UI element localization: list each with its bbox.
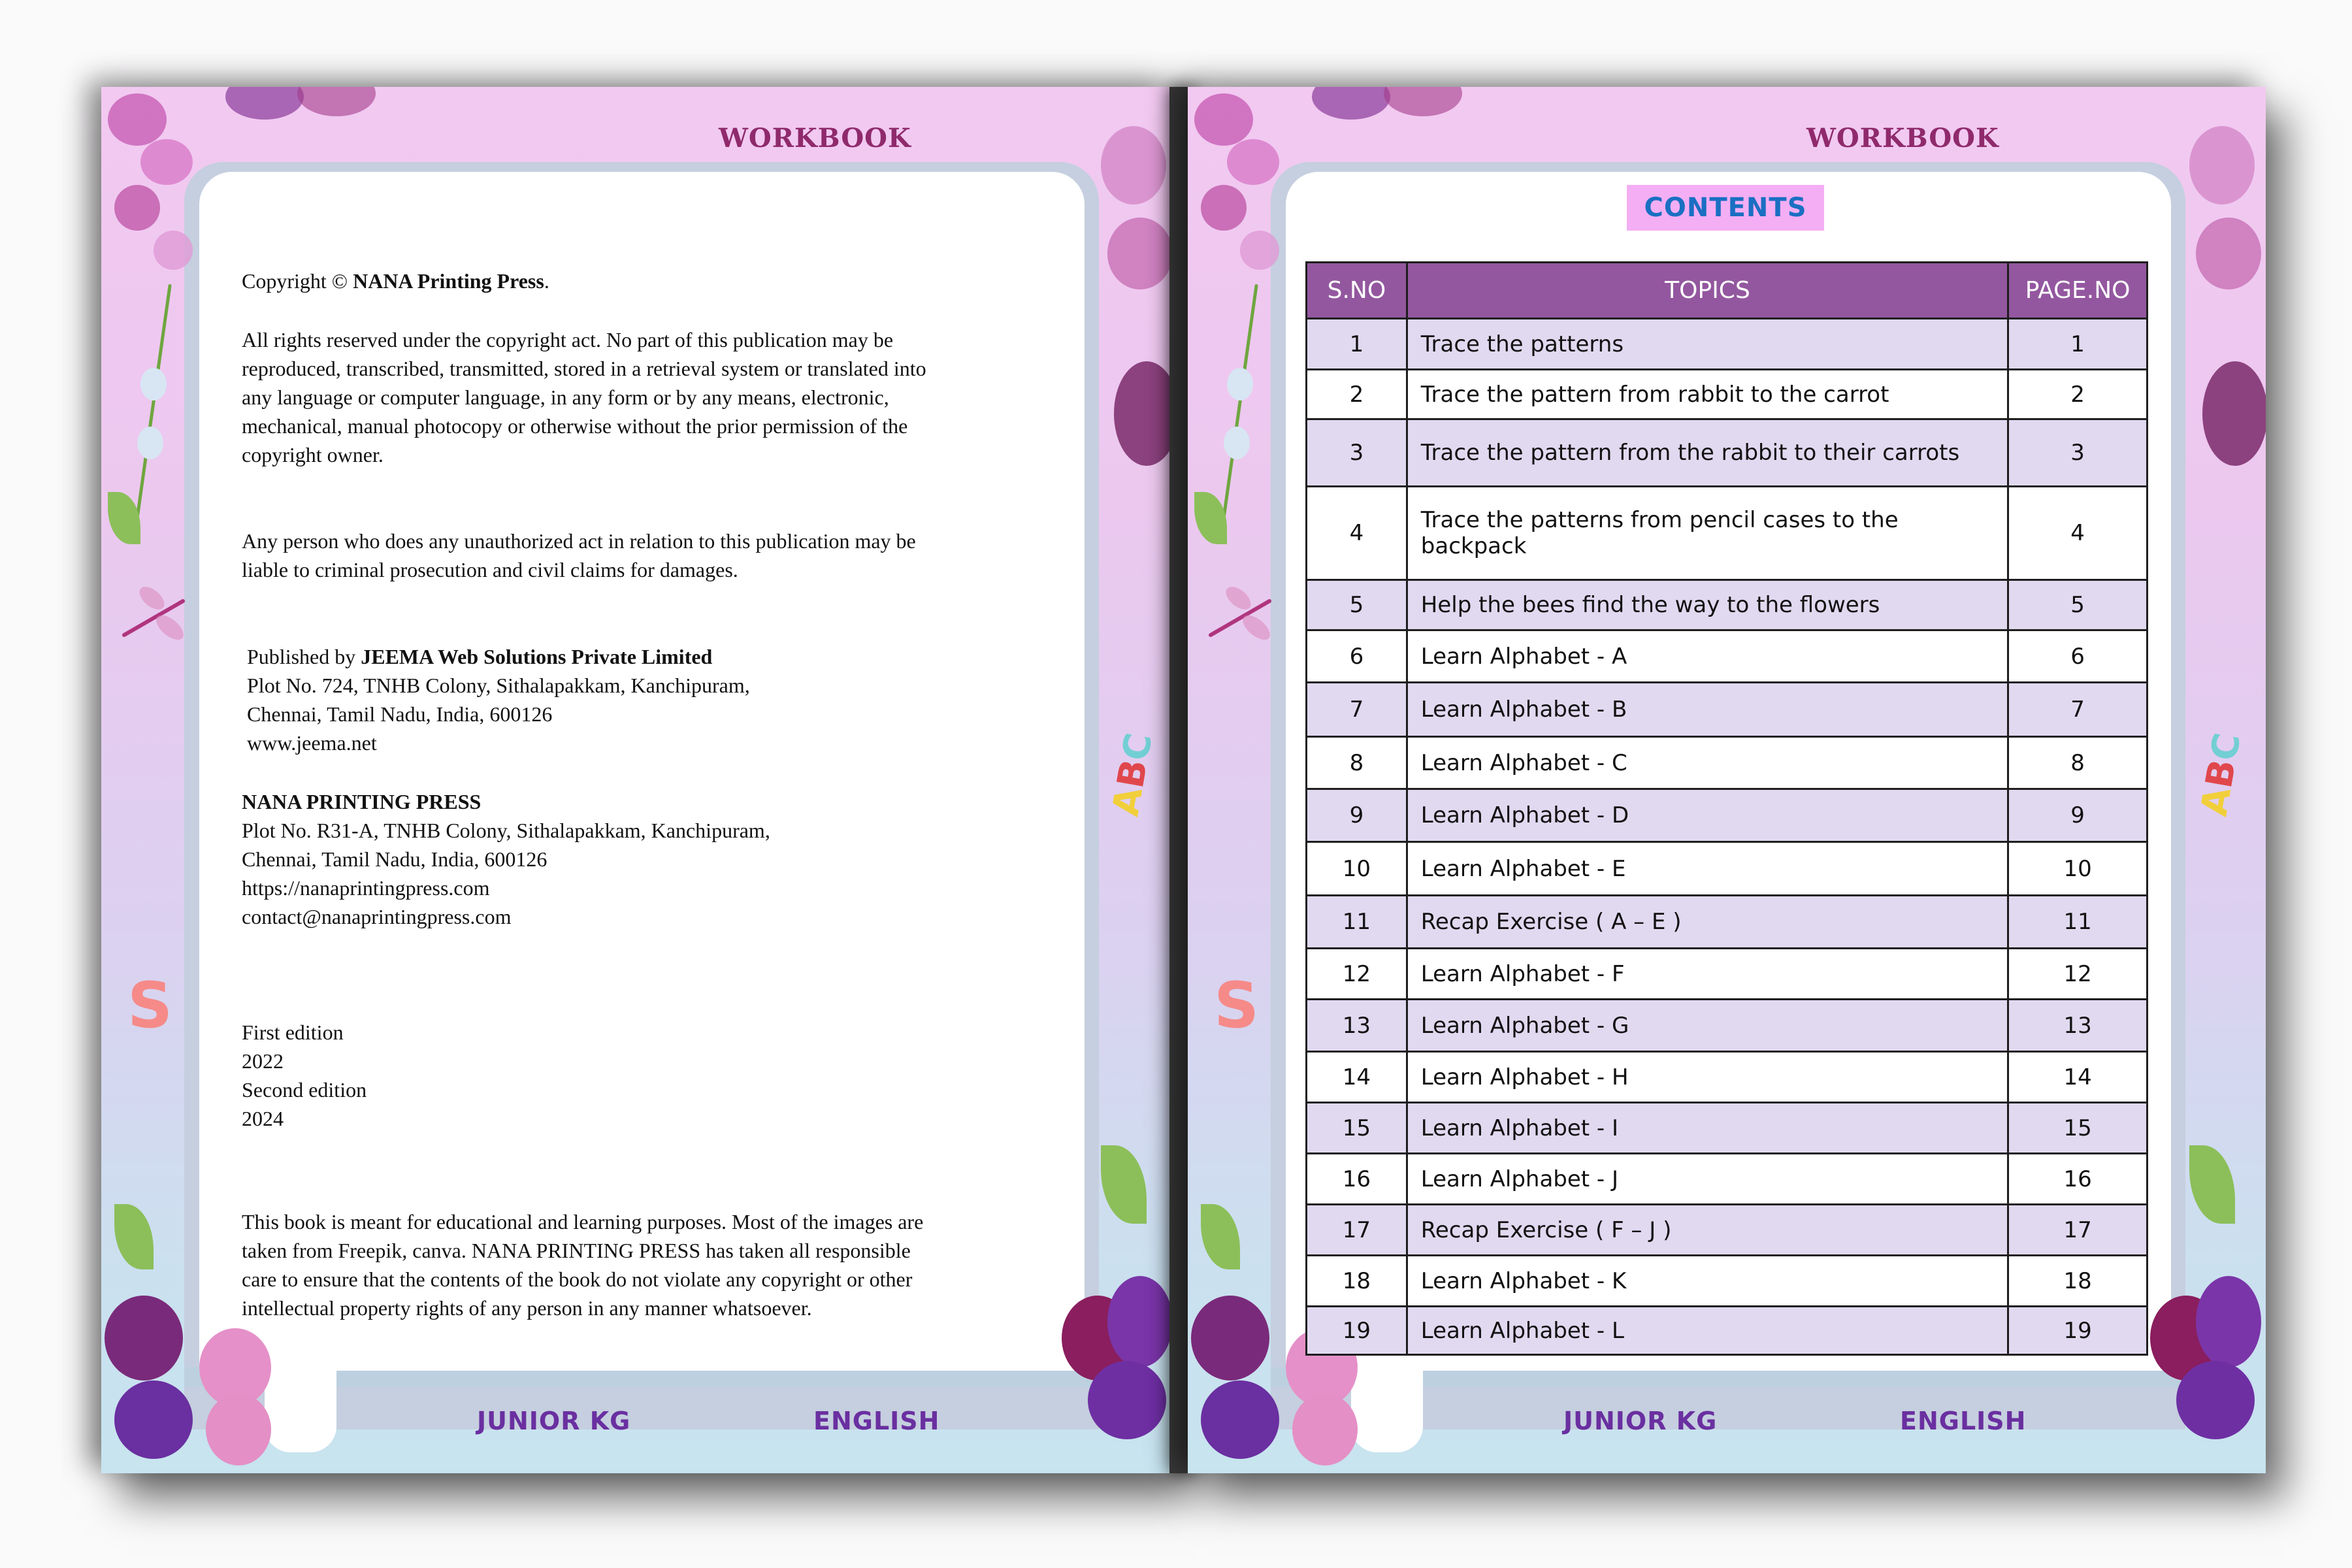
table-row (1307, 737, 2148, 789)
cell-sno: 6 (1307, 630, 1407, 683)
cell-page: 10 (2008, 842, 2148, 896)
floral-bottom-right-icon (1062, 1145, 1177, 1472)
floral-top-right-icon (2183, 87, 2266, 492)
footer-grade: JUNIOR KG (477, 1407, 631, 1435)
cell-sno: 3 (1307, 419, 1407, 487)
cell-topic: Learn Alphabet - G (1407, 1000, 2008, 1052)
cell-topic: Learn Alphabet - C (1407, 737, 2008, 789)
cell-topic: Learn Alphabet - A (1407, 630, 2008, 683)
cell-page: 8 (2008, 737, 2148, 789)
cell-sno: 5 (1307, 580, 1407, 630)
printer-website-link[interactable]: https://nanaprintingpress.com (242, 876, 490, 900)
publisher-website-link[interactable]: www.jeema.net (247, 731, 377, 755)
table-row (1307, 1154, 2148, 1205)
cell-page: 13 (2008, 1000, 2148, 1052)
cell-sno: 15 (1307, 1103, 1407, 1154)
table-row (1307, 630, 2148, 683)
edition-label: First edition (242, 1021, 344, 1044)
bellflower-icon (140, 368, 167, 400)
cell-sno: 11 (1307, 896, 1407, 949)
contents-table (1305, 261, 2148, 1356)
bellflower-icon (1227, 368, 1253, 400)
table-row (1307, 487, 2148, 580)
cell-topic: Trace the patterns from pencil cases to the backpack (1407, 487, 2008, 580)
cell-page: 3 (2008, 419, 2148, 487)
text-line: liable to criminal prosecution and civil claims for damages. (242, 558, 738, 581)
cell-page: 9 (2008, 789, 2148, 842)
cell-topic: Learn Alphabet - F (1407, 949, 2008, 1000)
cell-page: 7 (2008, 683, 2148, 737)
table-row (1307, 949, 2148, 1000)
cell-page: 4 (2008, 487, 2148, 580)
cell-page: 1 (2008, 319, 2148, 370)
cell-sno: 7 (1307, 683, 1407, 737)
table-row (1307, 419, 2148, 487)
cell-topic: Learn Alphabet - H (1407, 1052, 2008, 1103)
letter-a: A (2193, 783, 2240, 819)
text-line: care to ensure that the contents of the book do not violate any copyright or other (242, 1267, 913, 1291)
cell-page: 12 (2008, 949, 2148, 1000)
cell-sno: 9 (1307, 789, 1407, 842)
letter-c: C (2202, 730, 2249, 764)
table-row (1307, 683, 2148, 737)
leaf-icon (108, 492, 140, 544)
copyright-suffix: . (544, 269, 549, 293)
column-header-page: PAGE.NO (2008, 263, 2148, 319)
cell-page: 19 (2008, 1307, 2148, 1355)
stem-icon (1218, 284, 1258, 544)
table-row (1307, 1052, 2148, 1103)
text-line: reproduced, transcribed, transmitted, stored in a retrieval system or translated into (242, 357, 926, 380)
printer-name: NANA PRINTING PRESS (242, 790, 482, 813)
cell-page: 18 (2008, 1256, 2148, 1307)
publisher-address: Plot No. 724, TNHB Colony, Sithalapakkam, Kanchipuram, (247, 674, 750, 697)
bellflower-icon (137, 427, 163, 459)
cell-topic: Recap Exercise ( F – J ) (1407, 1205, 2008, 1256)
cell-page: 14 (2008, 1052, 2148, 1103)
publisher-prefix: Published by (247, 645, 361, 668)
floral-top-center-icon (225, 87, 382, 126)
cell-page: 5 (2008, 580, 2148, 630)
cell-sno: 8 (1307, 737, 1407, 789)
text-line: copyright owner. (242, 443, 384, 466)
printer-email-link[interactable]: contact@nanaprintingpress.com (242, 905, 512, 928)
footer-grade: JUNIOR KG (1563, 1407, 1718, 1435)
table-row (1307, 1103, 2148, 1154)
cell-topic: Learn Alphabet - D (1407, 789, 2008, 842)
contents-title: CONTENTS (1627, 185, 1824, 231)
copyright-line (242, 267, 1058, 295)
table-row (1307, 580, 2148, 630)
table-header-row (1307, 263, 2148, 319)
copyright-prefix: Copyright © (242, 269, 353, 293)
cell-topic: Recap Exercise ( A – E ) (1407, 896, 2008, 949)
table-row (1307, 1205, 2148, 1256)
floral-top-left-icon (1188, 87, 1305, 309)
cell-topic: Learn Alphabet - I (1407, 1103, 2008, 1154)
bellflower-icon (1224, 427, 1250, 459)
text-line: taken from Freepik, canva. NANA PRINTING PRESS has taken all responsible (242, 1239, 911, 1262)
letter-a: A (1104, 783, 1152, 819)
text-line: Any person who does any unauthorized act in relation to this publication may be (242, 529, 916, 553)
table-row (1307, 789, 2148, 842)
printer-address: Chennai, Tamil Nadu, India, 600126 (242, 847, 547, 871)
cell-sno: 18 (1307, 1256, 1407, 1307)
disclaimer-paragraph (242, 1207, 1058, 1322)
letter-c: C (1114, 730, 1161, 764)
text-line: any language or computer language, in any form or by any means, electronic, (242, 385, 889, 409)
cell-topic: Trace the patterns (1407, 319, 2008, 370)
cell-page: 6 (2008, 630, 2148, 683)
cell-sno: 4 (1307, 487, 1407, 580)
cell-sno: 19 (1307, 1307, 1407, 1355)
cell-sno: 12 (1307, 949, 1407, 1000)
publisher-address: Chennai, Tamil Nadu, India, 600126 (247, 702, 553, 726)
table-row (1307, 1000, 2148, 1052)
s-letter-icon: S (127, 969, 173, 1042)
cell-topic: Learn Alphabet - K (1407, 1256, 2008, 1307)
edition-label: Second edition (242, 1078, 367, 1102)
cell-topic: Learn Alphabet - B (1407, 683, 2008, 737)
publisher-block (247, 642, 1064, 757)
cell-page: 2 (2008, 370, 2148, 419)
cell-sno: 16 (1307, 1154, 1407, 1205)
text-line: All rights reserved under the copyright act. No part of this publication may be (242, 328, 894, 351)
page-header: WORKBOOK (1806, 123, 1999, 154)
text-line: mechanical, manual photocopy or otherwise without the prior permission of the (242, 414, 908, 438)
dragonfly-icon (1204, 583, 1276, 649)
column-header-sno: S.NO (1307, 263, 1407, 319)
table-row (1307, 1307, 2148, 1355)
cell-topic: Trace the pattern from the rabbit to their carrots (1407, 419, 2008, 487)
cell-sno: 17 (1307, 1205, 1407, 1256)
table-body (1307, 319, 2148, 1355)
floral-top-left-icon (101, 87, 219, 309)
cell-sno: 2 (1307, 370, 1407, 419)
cell-topic: Trace the pattern from rabbit to the carrot (1407, 370, 2008, 419)
cell-topic: Learn Alphabet - L (1407, 1307, 2008, 1355)
cell-topic: Learn Alphabet - E (1407, 842, 2008, 896)
table-row (1307, 842, 2148, 896)
column-header-topics: TOPICS (1407, 263, 2008, 319)
printer-block (242, 787, 1058, 931)
floral-top-right-icon (1094, 87, 1177, 492)
table-row (1307, 1256, 2148, 1307)
text-line: intellectual property rights of any person in any manner whatsoever. (242, 1296, 812, 1320)
table-row (1307, 370, 2148, 419)
cell-topic: Help the bees find the way to the flowers (1407, 580, 2008, 630)
publisher-name: JEEMA Web Solutions Private Limited (361, 645, 713, 668)
edition-year: 2022 (242, 1049, 284, 1073)
dragonfly-icon (118, 583, 189, 649)
text-line: This book is meant for educational and learning purposes. Most of the images are (242, 1210, 924, 1233)
cell-topic: Learn Alphabet - J (1407, 1154, 2008, 1205)
letter-b: B (1109, 756, 1156, 792)
footer-subject: ENGLISH (1900, 1407, 2027, 1435)
stem-icon (132, 284, 172, 544)
cell-sno: 10 (1307, 842, 1407, 896)
edition-year: 2024 (242, 1107, 284, 1130)
cell-sno: 1 (1307, 319, 1407, 370)
cell-sno: 13 (1307, 1000, 1407, 1052)
left-page (101, 87, 1177, 1473)
leaf-icon (1194, 492, 1227, 544)
table-row (1307, 896, 2148, 949)
cell-page: 15 (2008, 1103, 2148, 1154)
rights-paragraph (242, 325, 1058, 469)
cell-sno: 14 (1307, 1052, 1407, 1103)
table-row (1307, 319, 2148, 370)
floral-top-center-icon (1312, 87, 1469, 126)
floral-bottom-right-icon (2150, 1145, 2266, 1472)
abc-letters-icon (1105, 730, 1161, 819)
liability-paragraph (242, 527, 1058, 584)
page-header: WORKBOOK (719, 123, 911, 154)
s-letter-icon: S (1214, 969, 1260, 1042)
cell-page: 17 (2008, 1205, 2148, 1256)
letter-b: B (2198, 756, 2245, 792)
editions-block (242, 1018, 1058, 1133)
cell-page: 16 (2008, 1154, 2148, 1205)
printer-address: Plot No. R31-A, TNHB Colony, Sithalapakkam, Kanchipuram, (242, 819, 770, 842)
copyright-holder: NANA Printing Press (353, 269, 544, 293)
footer-subject: ENGLISH (813, 1407, 940, 1435)
cell-page: 11 (2008, 896, 2148, 949)
abc-letters-icon (2193, 730, 2249, 819)
